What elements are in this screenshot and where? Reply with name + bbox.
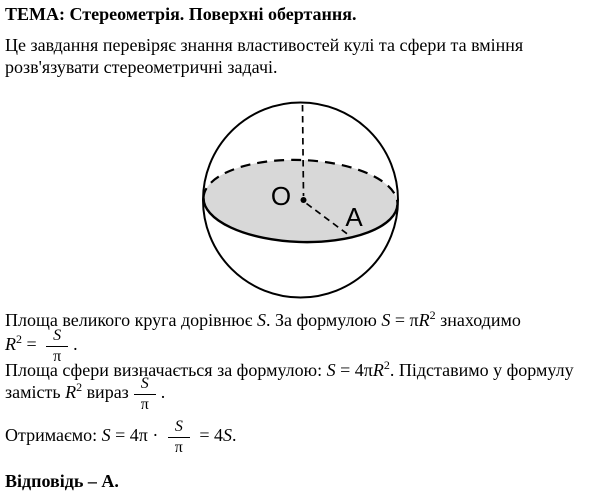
intro-line-1: Це завдання перевіряє знання властивостей кулі та сфери та вміння <box>5 35 524 55</box>
text-segment: Площа сфери визначається за формулою: <box>5 360 327 380</box>
fraction <box>168 418 190 456</box>
fraction <box>134 375 156 413</box>
point-a-label: A <box>345 202 363 232</box>
great-circle-group <box>202 157 399 246</box>
text-segment: . <box>160 382 166 403</box>
exponent: 2 <box>383 358 390 372</box>
fraction-denominator: π <box>174 438 183 456</box>
var-r: R <box>418 310 430 330</box>
text-segment: Площа великого круга дорівнює <box>5 310 257 330</box>
fraction-numerator: S <box>168 418 190 438</box>
var-s: S <box>326 360 336 380</box>
text-segment: . <box>231 425 237 446</box>
text-segment: . Підставимо у формулу <box>389 360 574 380</box>
solution-line-1 <box>5 310 521 331</box>
text-segment: = 4 <box>194 425 223 446</box>
exponent: 2 <box>429 308 436 322</box>
text-segment: Отримаємо: <box>5 425 102 446</box>
answer-line: Відповідь – А. <box>5 471 119 491</box>
text-segment: . <box>73 334 78 355</box>
var-s: S <box>101 425 111 446</box>
text-segment: = π <box>390 310 419 330</box>
page-title: ТЕМА: Стереометрія. Поверхні обертання. <box>5 4 357 24</box>
sphere-diagram <box>150 93 450 308</box>
vertical-radius-dashed <box>303 105 304 196</box>
fraction-numerator: S <box>46 327 68 347</box>
fraction-denominator: π <box>140 395 149 413</box>
text-segment: . За формулою <box>265 310 382 330</box>
text-segment: замість <box>5 382 66 403</box>
center-label: O <box>270 181 292 211</box>
exponent: 2 <box>16 332 22 347</box>
solution-line-4 <box>5 418 236 456</box>
var-s: S <box>381 310 391 330</box>
var-r: R <box>65 382 77 403</box>
exponent: 2 <box>76 380 83 395</box>
var-s: S <box>256 310 266 330</box>
var-s: S <box>222 425 232 446</box>
text-segment: = <box>22 334 42 355</box>
var-r: R <box>5 334 16 355</box>
var-r: R <box>372 360 384 380</box>
text-segment: вираз <box>82 382 129 403</box>
solution-line-3 <box>5 375 165 413</box>
fraction-denominator: π <box>53 347 62 365</box>
text-segment: = 4π <box>335 360 373 380</box>
center-point <box>301 197 307 203</box>
text-segment: = 4π · <box>110 425 163 446</box>
fraction-numerator: S <box>134 375 156 395</box>
intro-line-2: розв'язувати стереометричні задачі. <box>5 57 278 77</box>
text-segment: знаходимо <box>435 310 521 330</box>
